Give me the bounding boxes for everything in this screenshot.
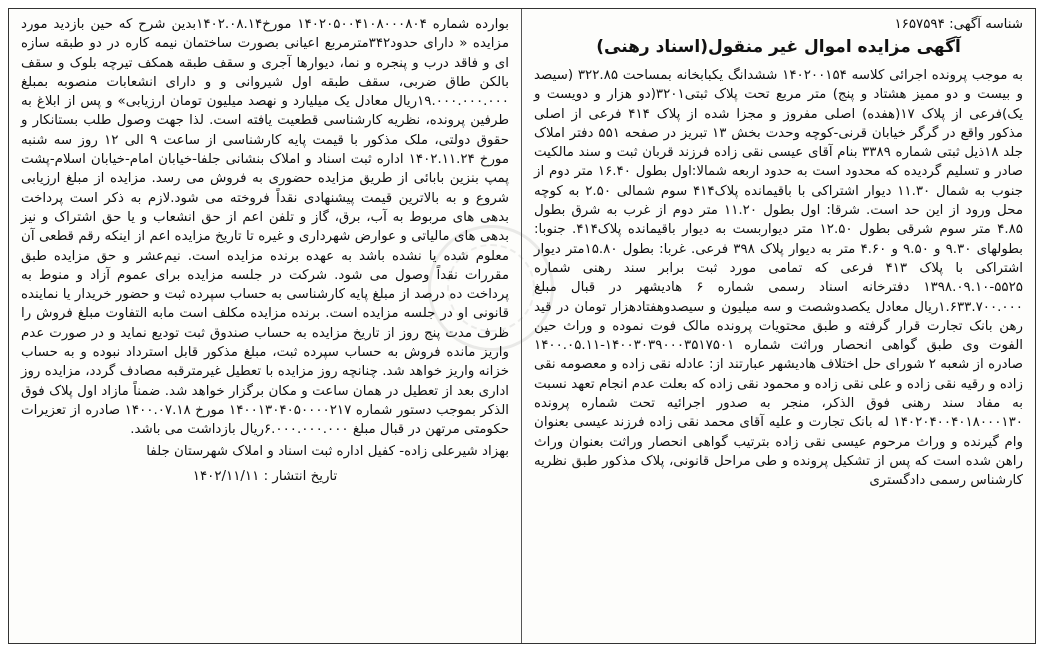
signature-line: بهزاد شیرعلی زاده- کفیل اداره ثبت اسناد و املاک شهرستان جلفا (146, 443, 509, 459)
publication-date-label: تاریخ انتشار : (263, 468, 338, 484)
newspaper-notice (8, 8, 1036, 644)
notice-id-value: ۱۶۵۷۵۹۴ (894, 17, 945, 32)
notice-body-left: بوارده شماره ۱۴۰۲۰۵۰۰۴۱۰۸۰۰۰۸۰۴ مورخ۱۴۰۲.۰۸.۱۴بدین شرح که حین بازدید مورد مزایده « دارای حدود۳۴۲مترمربع اعیانی بصورت ساختمان نیمه کاره در دو طبقه سازه ای و فاقد درب و پنجره و نما، دیوارها آجری و سقف طبقه همکف تیرچه بلوک و سقف بالکن طاق ضربی، سقف طبقه اول شیروانی و و دارای انشعابات منصوبه بمبلغ ۱۹.۰۰۰.۰۰۰.۰۰۰ریال معادل یک میلیارد و نهصد میلیون تومان ارزیابی» و پس از ابلاغ به طرفین پرونده، نظریه کارشناسی قطعیت یافته است. لذا جهت وصول طلب بستانکار و حقوق دولتی، ملک مذکور با قیمت پایه کارشناسی از ساعت ۹ الی ۱۲ روز سه شنبه مورخ ۱۴۰۲.۱۱.۲۴ اداره ثبت اسناد و املاک بنشانی جلفا-خیابان امام-خیابان اسلام-پشت پمپ بنزین بابائی از طریق مزایده حضوری به فروش می رسد. مزایده از مبلغ ارزیابی شروع و به بالاترین قیمت پیشنهادی نقداً فروخته می شود.لازم به ذکر است پرداخت بدهی های مربوط به آب، برق، گاز و تلفن اعم از حق انشعاب و یا حق اشتراک و نیز بدهی های مالیاتی و عوارض شهرداری و غیره تا تاریخ مزایده اعم از اینکه رقم قطعی آن معلوم شده یا نشده باشد به عهده برنده مزایده است. نیم‌عشر و حق مزایده طبق مقررات نقداً وصول می شود. شرکت در جلسه مزایده برای عموم آزاد و منوط به پرداخت ده درصد از مبلغ پایه کارشناسی به حساب سپرده ثبت و حضور خریدار یا نماینده قانونی او در جلسه مزایده است. برنده مزایده مکلف است مابه التفاوت مبلغ فروش را ظرف مدت پنج روز از تاریخ مزایده به حساب صندوق ثبت تودیع نماید و در صورت عدم واریز مانده فروش به حساب سپرده ثبت، مبلغ مذکور قابل استرداد نبوده و به حساب خزانه واریز خواهد شد. چنانچه روز مزایده با تعطیل غیرمترقبه مصادف گردد، مزایده روز اداری بعد از تعطیل در همان ساعت و مکان برگزار خواهد شد. ضمناً مازاد اول پلاک فوق الذکر بموجب دستور شماره ۱۴۰۰۱۳۰۴۰۵۰۰۰۰۲۱۷ مورخ ۱۴۰۰.۰۷.۱۸ صادره از تعزیرات حکومتی مرتهن در قبال مبلغ ۶.۰۰۰.۰۰۰.۰۰۰ریال بازداشت می باشد. (21, 17, 510, 438)
notice-id (534, 15, 1023, 34)
notice-title: آگهی مزایده اموال غیر منقول(اسناد رهنی) (596, 37, 961, 57)
notice-body-right: به موجب پرونده اجرائی کلاسه ۱۴۰۲۰۰۱۵۴ ششدانگ یکبابخانه بمساحت ۳۲۲.۸۵ (سیصد و بیست و دو ممیز هشتاد و پنج) متر مربع تحت پلاک ثبتی۳۲۰۱(دو هزار و دویست و یک)فرعی از پلاک ۱۷(هفده) اصلی مفروز و مجزا شده از پلاک ۴۱۴ فرعی از اصلی مذکور واقع در گرگر خیابان قرنی-کوچه وحدت بخش ۱۳ تبریز در صفحه ۵۵۱ دفتر املاک جلد ۱۸ذیل ثبتی شماره ۳۳۸۹ بنام آقای عیسی نقی زاده فرزند قربان ثبت و سند مالکیت صادر و تسلیم گردیده که محدود است به حدود اربعه شمالا:اول بطول ۱۶.۴۰ متر دوم از جنوب به شمال ۱۱.۳۰ دیوار اشتراکی با باقیمانده پلاک۴۱۴ سوم شمالی ۲.۵۰ به کوچه محل ورود از این حد است. شرقا: اول بطول ۱۱.۲۰ متر دوم از غرب به شرق بطول ۴.۸۵ متر سوم شرقی بطول ۱۲.۵۰ متر دیواربست به دیوار باقیمانده پلاک۴۱۴. جنوبا: بطولهای ۹.۳۰ و ۹.۵۰ و ۴.۶۰ متر به دیوار پلاک ۳۹۸ فرعی. غربا: بطول ۱۵.۸۰متر دیوار اشتراکی با پلاک ۴۱۳ فرعی که تمامی مورد ثبت برابر سند رهنی شماره ۵۵۲۵-۱۳۹۸.۰۹.۱۰ دفترخانه اسناد رسمی شماره ۶ هادیشهر در قبال مبلغ ۱.۶۳۳.۷۰۰.۰۰۰ریال معادل یکصدوشصت و سه میلیون و سیصدوهفتادهزار تومان در قید رهن بانک تجارت قرار گرفته و طبق محتویات پرونده مالک فوت نموده و وراث حین الفوت وی طبق گواهی انحصار وراثت شماره ۱۴۰۰۳۰۳۹۰۰۰۳۵۱۷۵۰۱-۱۴۰۰.۰۵.۱۱ صادره از شعبه ۲ شورای حل اختلاف هادیشهر عبارتند از: عادله نقی زاده و معصومه نقی زاده و رقیه نقی زاده و علی نقی زاده و محمود نقی زاده که بعلت عدم انجام تعهد نسبت به مفاد سند رهنی فوق الذکر، منجر به صدور اجرائیه تحت شماره پرونده ۱۴۰۲۰۴۰۰۴۰۱۸۰۰۰۱۳۰ له بانک تجارت و علیه آقای محمد نقی زاده فرزند عیسی بعنوان وام گیرنده و وراث مرحوم عیسی نقی زاده بترتیب گواهی انحصار وراثت بعنوان وراث راهن شده است که پس از تشکیل پرونده و طی مراحل قانونی، پلاک مذکور طبق نظریه کارشناس رسمی دادگستری (534, 68, 1024, 489)
notice-id-label: شناسه آگهی: (949, 17, 1023, 32)
notice-columns (9, 9, 1035, 643)
right-column (522, 9, 1035, 643)
publication-date (21, 467, 509, 486)
left-column (9, 9, 522, 643)
publication-date-value: ۱۴۰۲/۱۱/۱۱ (192, 468, 260, 484)
